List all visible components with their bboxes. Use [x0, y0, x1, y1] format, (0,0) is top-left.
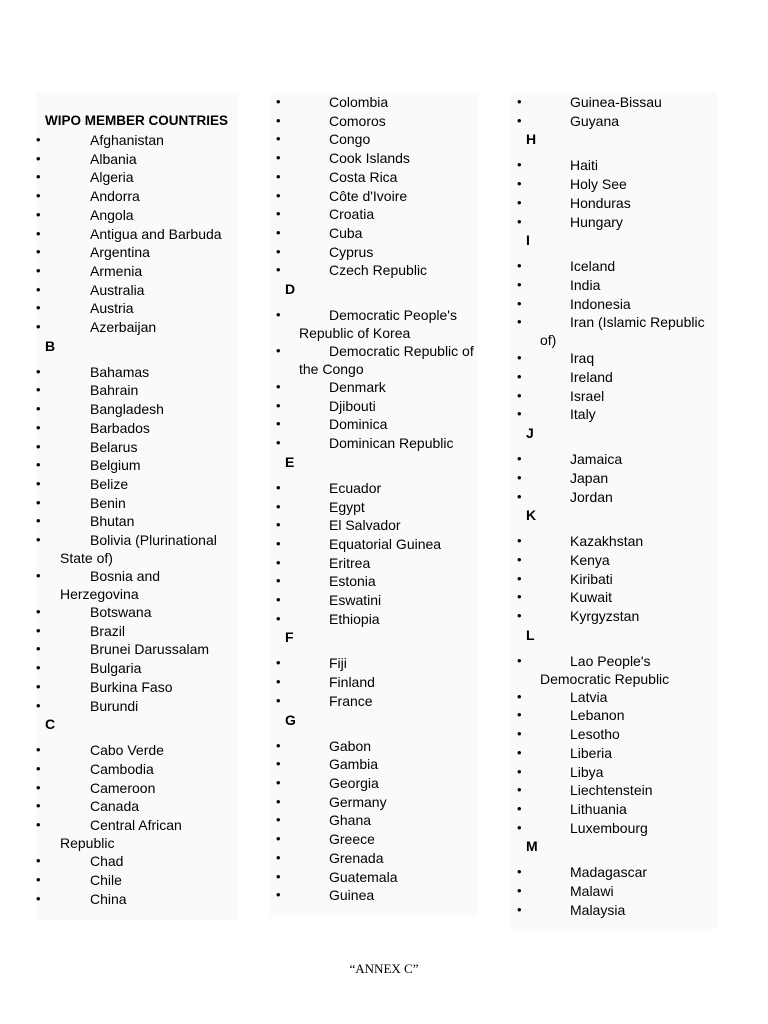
annex-footer: “ANNEX C” [349, 961, 419, 976]
country-list-item: • Costa Rica [270, 168, 478, 187]
country-list-item: • Kuwait [511, 588, 717, 607]
country-list-item: • Chad [36, 852, 239, 871]
country-list-item: • Bhutan [36, 512, 239, 531]
country-list-item: • Argentina [36, 243, 239, 262]
country-list-item: • Kazakhstan [511, 532, 717, 551]
country-list-item: • Jordan [511, 488, 717, 507]
country-list-item: • Angola [36, 206, 239, 225]
country-list-item: • Cook Islands [270, 149, 478, 168]
country-list-item: • Gabon [270, 737, 478, 756]
country-list-item: • Dominican Republic [270, 434, 478, 453]
country-list-item: • Guinea-Bissau [511, 93, 717, 112]
country-list-item: • Fiji [270, 654, 478, 673]
country-list-item: • Congo [270, 130, 478, 149]
country-list-item: • Bulgaria [36, 659, 239, 678]
country-list-item: • Belarus [36, 438, 239, 457]
country-list-item: • Iceland [511, 257, 717, 276]
country-list-item: • Estonia [270, 572, 478, 591]
country-list-item: • Bolivia (Plurinational State of) [36, 531, 239, 567]
country-list-item: • Kiribati [511, 570, 717, 589]
country-list-item: • Algeria [36, 168, 239, 187]
country-list-item: • Egypt [270, 498, 478, 517]
country-list-item: • Madagascar [511, 863, 717, 882]
letter-heading: J [526, 425, 534, 442]
country-list-item: • Malawi [511, 882, 717, 901]
letter-heading: C [45, 716, 56, 733]
country-list-item: • Finland [270, 673, 478, 692]
country-list-item: • Kyrgyzstan [511, 607, 717, 626]
country-list-item: • Colombia [270, 93, 478, 112]
country-list-item: • Guinea [270, 886, 478, 905]
country-list-item: • China [36, 890, 239, 909]
country-list-item: • Holy See [511, 175, 717, 194]
country-list-item: • France [270, 692, 478, 711]
country-column-1 [36, 93, 239, 920]
letter-heading: D [285, 281, 296, 298]
country-list-item: • Canada [36, 797, 239, 816]
letter-heading: L [526, 626, 535, 643]
country-list-item: • Czech Republic [270, 261, 478, 280]
country-list-item: • Lao People's Democratic Republic [511, 652, 717, 688]
letter-heading: I [526, 232, 530, 249]
letter-heading: B [45, 337, 56, 354]
country-list-item: • Democratic People's Republic of Korea [270, 306, 478, 342]
country-list-item: • Australia [36, 281, 239, 300]
country-list-item: • Hungary [511, 213, 717, 232]
country-list-item: • Cabo Verde [36, 741, 239, 760]
country-list-item: • Japan [511, 469, 717, 488]
country-list-item: • Azerbaijan [36, 318, 239, 337]
page-title: WIPO MEMBER COUNTRIES [45, 113, 229, 128]
country-list-item: • Democratic Republic of the Congo [270, 342, 478, 378]
country-list-item: • Bangladesh [36, 400, 239, 419]
country-list-item: • Iran (Islamic Republic of) [511, 313, 717, 349]
country-list-item: • Lebanon [511, 706, 717, 725]
country-list-item: • Bahamas [36, 363, 239, 382]
country-column-2 [270, 93, 478, 916]
country-list-item: • Bosnia and Herzegovina [36, 567, 239, 603]
country-list-item: • Honduras [511, 194, 717, 213]
country-list-item: • Djibouti [270, 397, 478, 416]
country-list-item: • Liechtenstein [511, 781, 717, 800]
country-list-item: • Belgium [36, 456, 239, 475]
country-list-item: • Eritrea [270, 554, 478, 573]
country-list-item: • Guyana [511, 112, 717, 131]
country-list-item: • Andorra [36, 187, 239, 206]
letter-heading: G [285, 711, 296, 728]
country-list-item: • Haiti [511, 156, 717, 175]
country-list-item: • Armenia [36, 262, 239, 281]
country-list-item: • Croatia [270, 205, 478, 224]
country-list-item: • Iraq [511, 349, 717, 368]
country-list-item: • Burkina Faso [36, 678, 239, 697]
country-list-item: • Lithuania [511, 800, 717, 819]
country-list-item: • India [511, 276, 717, 295]
country-list-item: • Benin [36, 494, 239, 513]
country-list-item: • Barbados [36, 419, 239, 438]
country-column-3 [511, 93, 717, 929]
country-list-item: • Luxembourg [511, 819, 717, 838]
country-list-item: • Denmark [270, 378, 478, 397]
country-list-item: • Grenada [270, 849, 478, 868]
country-list-item: • Eswatini [270, 591, 478, 610]
country-list-item: • Afghanistan [36, 131, 239, 150]
country-list-item: • Germany [270, 793, 478, 812]
country-list-item: • Malaysia [511, 901, 717, 920]
letter-heading: F [285, 629, 294, 646]
country-list-item: • El Salvador [270, 516, 478, 535]
country-list-item: • Cyprus [270, 243, 478, 262]
country-list-item: • Equatorial Guinea [270, 535, 478, 554]
letter-heading: H [526, 131, 537, 148]
country-list-item: • Israel [511, 387, 717, 406]
country-list-item: • Albania [36, 150, 239, 169]
country-list-item: • Brazil [36, 622, 239, 641]
country-list-item: • Guatemala [270, 868, 478, 887]
country-list-item: • Cuba [270, 224, 478, 243]
country-list-item: • Libya [511, 763, 717, 782]
country-list-item: • Antigua and Barbuda [36, 225, 239, 244]
country-list-item: • Cambodia [36, 760, 239, 779]
country-list-item: • Greece [270, 830, 478, 849]
country-list-item: • Burundi [36, 697, 239, 716]
country-list-item: • Lesotho [511, 725, 717, 744]
country-list-item: • Belize [36, 475, 239, 494]
country-list-item: • Georgia [270, 774, 478, 793]
country-list-item: • Ethiopia [270, 610, 478, 629]
country-list-item: • Ghana [270, 811, 478, 830]
country-list-item: • Italy [511, 405, 717, 424]
country-list-item: • Kenya [511, 551, 717, 570]
country-list-item: • Liberia [511, 744, 717, 763]
country-list-item: • Latvia [511, 688, 717, 707]
country-list-item: • Botswana [36, 603, 239, 622]
country-list-item: • Brunei Darussalam [36, 640, 239, 659]
country-list-item: • Ecuador [270, 479, 478, 498]
country-list-item: • Chile [36, 871, 239, 890]
country-list-item: • Austria [36, 299, 239, 318]
letter-heading: E [285, 453, 295, 470]
country-list-item: • Jamaica [511, 450, 717, 469]
letter-heading: K [526, 507, 537, 524]
country-list-item: • Dominica [270, 415, 478, 434]
country-list-item: • Indonesia [511, 295, 717, 314]
country-list-item: • Gambia [270, 755, 478, 774]
country-list-item: • Comoros [270, 112, 478, 131]
country-list-item: • Bahrain [36, 381, 239, 400]
country-list-item: • Ireland [511, 368, 717, 387]
country-list-item: • Côte d'Ivoire [270, 187, 478, 206]
country-list-item: • Central African Republic [36, 816, 239, 852]
letter-heading: M [526, 838, 538, 855]
country-list-item: • Cameroon [36, 779, 239, 798]
